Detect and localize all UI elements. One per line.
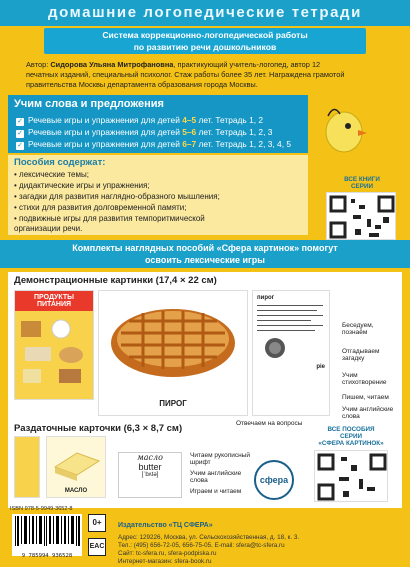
demo-card-cover xyxy=(14,290,94,400)
author-prefix: Автор: xyxy=(26,60,49,69)
address: Адрес: 129226, Москва, ул. Сельскохозяйственная, д. 18, к. 3. xyxy=(118,534,300,541)
card-note: Учим английские слова xyxy=(190,470,242,484)
contacts: Тел.: (495) 656-72-05, 656-75-05. E-mail: sfera@tc-sfera.ru xyxy=(118,542,285,549)
card-note: Играем и читаем xyxy=(190,488,242,495)
qr-code-icon[interactable] xyxy=(314,450,388,502)
food-icon xyxy=(15,311,93,391)
benefit-item: • подвижные игры для развития темпоритмической xyxy=(14,214,205,223)
benefits-title: Пособия содержат: xyxy=(14,157,106,168)
barcode-digits: 9 785994 936528 xyxy=(21,553,73,559)
system-banner xyxy=(44,28,366,54)
learn-row: ✓ Речевые игры и упражнения для детей 4–5 лет. Тетрадь 1, 2 xyxy=(17,115,264,125)
site: Сайт: tc-sfera.ru, sfera-podpiska.ru xyxy=(118,550,217,557)
qr-top-label: ВСЕ КНИГИ СЕРИИ xyxy=(344,176,380,190)
learn-row: ✓ Речевые игры и упражнения для детей 5–6 лет. Тетрадь 1, 2, 3 xyxy=(17,127,273,137)
age-badge: 0+ xyxy=(88,514,106,532)
system-line-2: по развитию речи дошкольников xyxy=(133,42,277,52)
demo-cover-title: ПРОДУКТЫ ПИТАНИЯ xyxy=(15,291,93,311)
check-icon: ✓ xyxy=(17,130,23,137)
butter-label: МАСЛО xyxy=(64,488,88,494)
cards-title: Раздаточные карточки (6,3 × 8,7 см) xyxy=(14,423,183,434)
learn-title: Учим слова и предложения xyxy=(14,98,164,110)
learn-row: ✓ Речевые игры и упражнения для детей 6–7 лет. Тетрадь 1, 2, 3, 4, 5 xyxy=(17,139,292,149)
demo-card-pie xyxy=(98,290,248,416)
author-line-1: , практикующий учитель-логопед, автор 12 xyxy=(173,60,321,69)
english-word: butter xyxy=(138,462,162,472)
demo-title: Демонстрационные картинки (17,4 × 22 см) xyxy=(14,275,217,286)
author-line-3: правительства Москвы департамента образования города Москвы. xyxy=(26,80,258,89)
qr-bottom-label: ВСЕ ПОСОБИЯ СЕРИИ «СФЕРА КАРТИНОК» xyxy=(318,426,384,447)
transcription: [ˈbʌtə] xyxy=(141,472,159,478)
side-label: Учим английские слова xyxy=(342,406,394,420)
eac-mark: EAC xyxy=(88,538,106,556)
word-card xyxy=(118,452,182,498)
publisher: Издательство «ТЦ СФЕРА» xyxy=(118,522,213,529)
butter-card xyxy=(46,436,106,498)
check-icon: ✓ xyxy=(17,142,23,149)
benefit-item: • загадки для развития наглядно-образного мышления; xyxy=(14,192,220,201)
pie-icon xyxy=(99,291,247,387)
series-title: домашние логопедические тетради xyxy=(0,0,410,26)
handwritten-word: масло xyxy=(137,453,163,462)
check-icon: ✓ xyxy=(17,118,23,125)
answer-caption: Отвечаем на вопросы xyxy=(236,420,303,427)
demo-card-text xyxy=(252,290,330,416)
butter-icon xyxy=(47,437,105,483)
barcode-icon xyxy=(12,514,82,548)
text-card-word-en: pie xyxy=(316,364,325,370)
benefit-item: • дидактические игры и упражнения; xyxy=(14,181,150,190)
side-label: Отгадываем загадку xyxy=(342,348,380,362)
side-label: Учим стихотворение xyxy=(342,372,387,386)
benefit-item: • лексические темы; xyxy=(14,170,89,179)
author-name: Сидорова Ульяна Митрофановна xyxy=(50,60,174,69)
benefit-item: организации речи. xyxy=(14,224,83,233)
barcode xyxy=(12,514,82,559)
shop: Интернет-магазин: sfera-book.ru xyxy=(118,558,212,565)
waffle-iron-icon xyxy=(257,337,297,359)
chick-illustration-icon xyxy=(318,96,368,158)
sfera-logo: сфера xyxy=(254,460,294,500)
card-note: Читаем рукописный шрифт xyxy=(190,452,250,466)
kits-banner: Комплекты наглядных пособий «Сфера картинок» помогут освоить лексические игры xyxy=(0,240,410,268)
cards-box-icon xyxy=(14,436,40,498)
author-line-2: печатных изданий, специальный психолог. Стаж работы более 35 лет. Награждена грамотой xyxy=(26,70,345,79)
qr-code-icon[interactable] xyxy=(326,192,396,240)
system-line-1: Система коррекционно-логопедической работы xyxy=(102,30,308,40)
author-block xyxy=(26,60,398,90)
pie-caption: ПИРОГ xyxy=(159,399,187,408)
text-card-word: пирог xyxy=(257,295,275,301)
side-label: Пишем, читаем xyxy=(342,394,389,401)
isbn: ISBN 978-5-9949-3652-8 xyxy=(10,506,73,512)
benefit-item: • стихи для развития долговременной памяти; xyxy=(14,203,187,212)
side-label: Беседуем, познаём xyxy=(342,322,374,336)
